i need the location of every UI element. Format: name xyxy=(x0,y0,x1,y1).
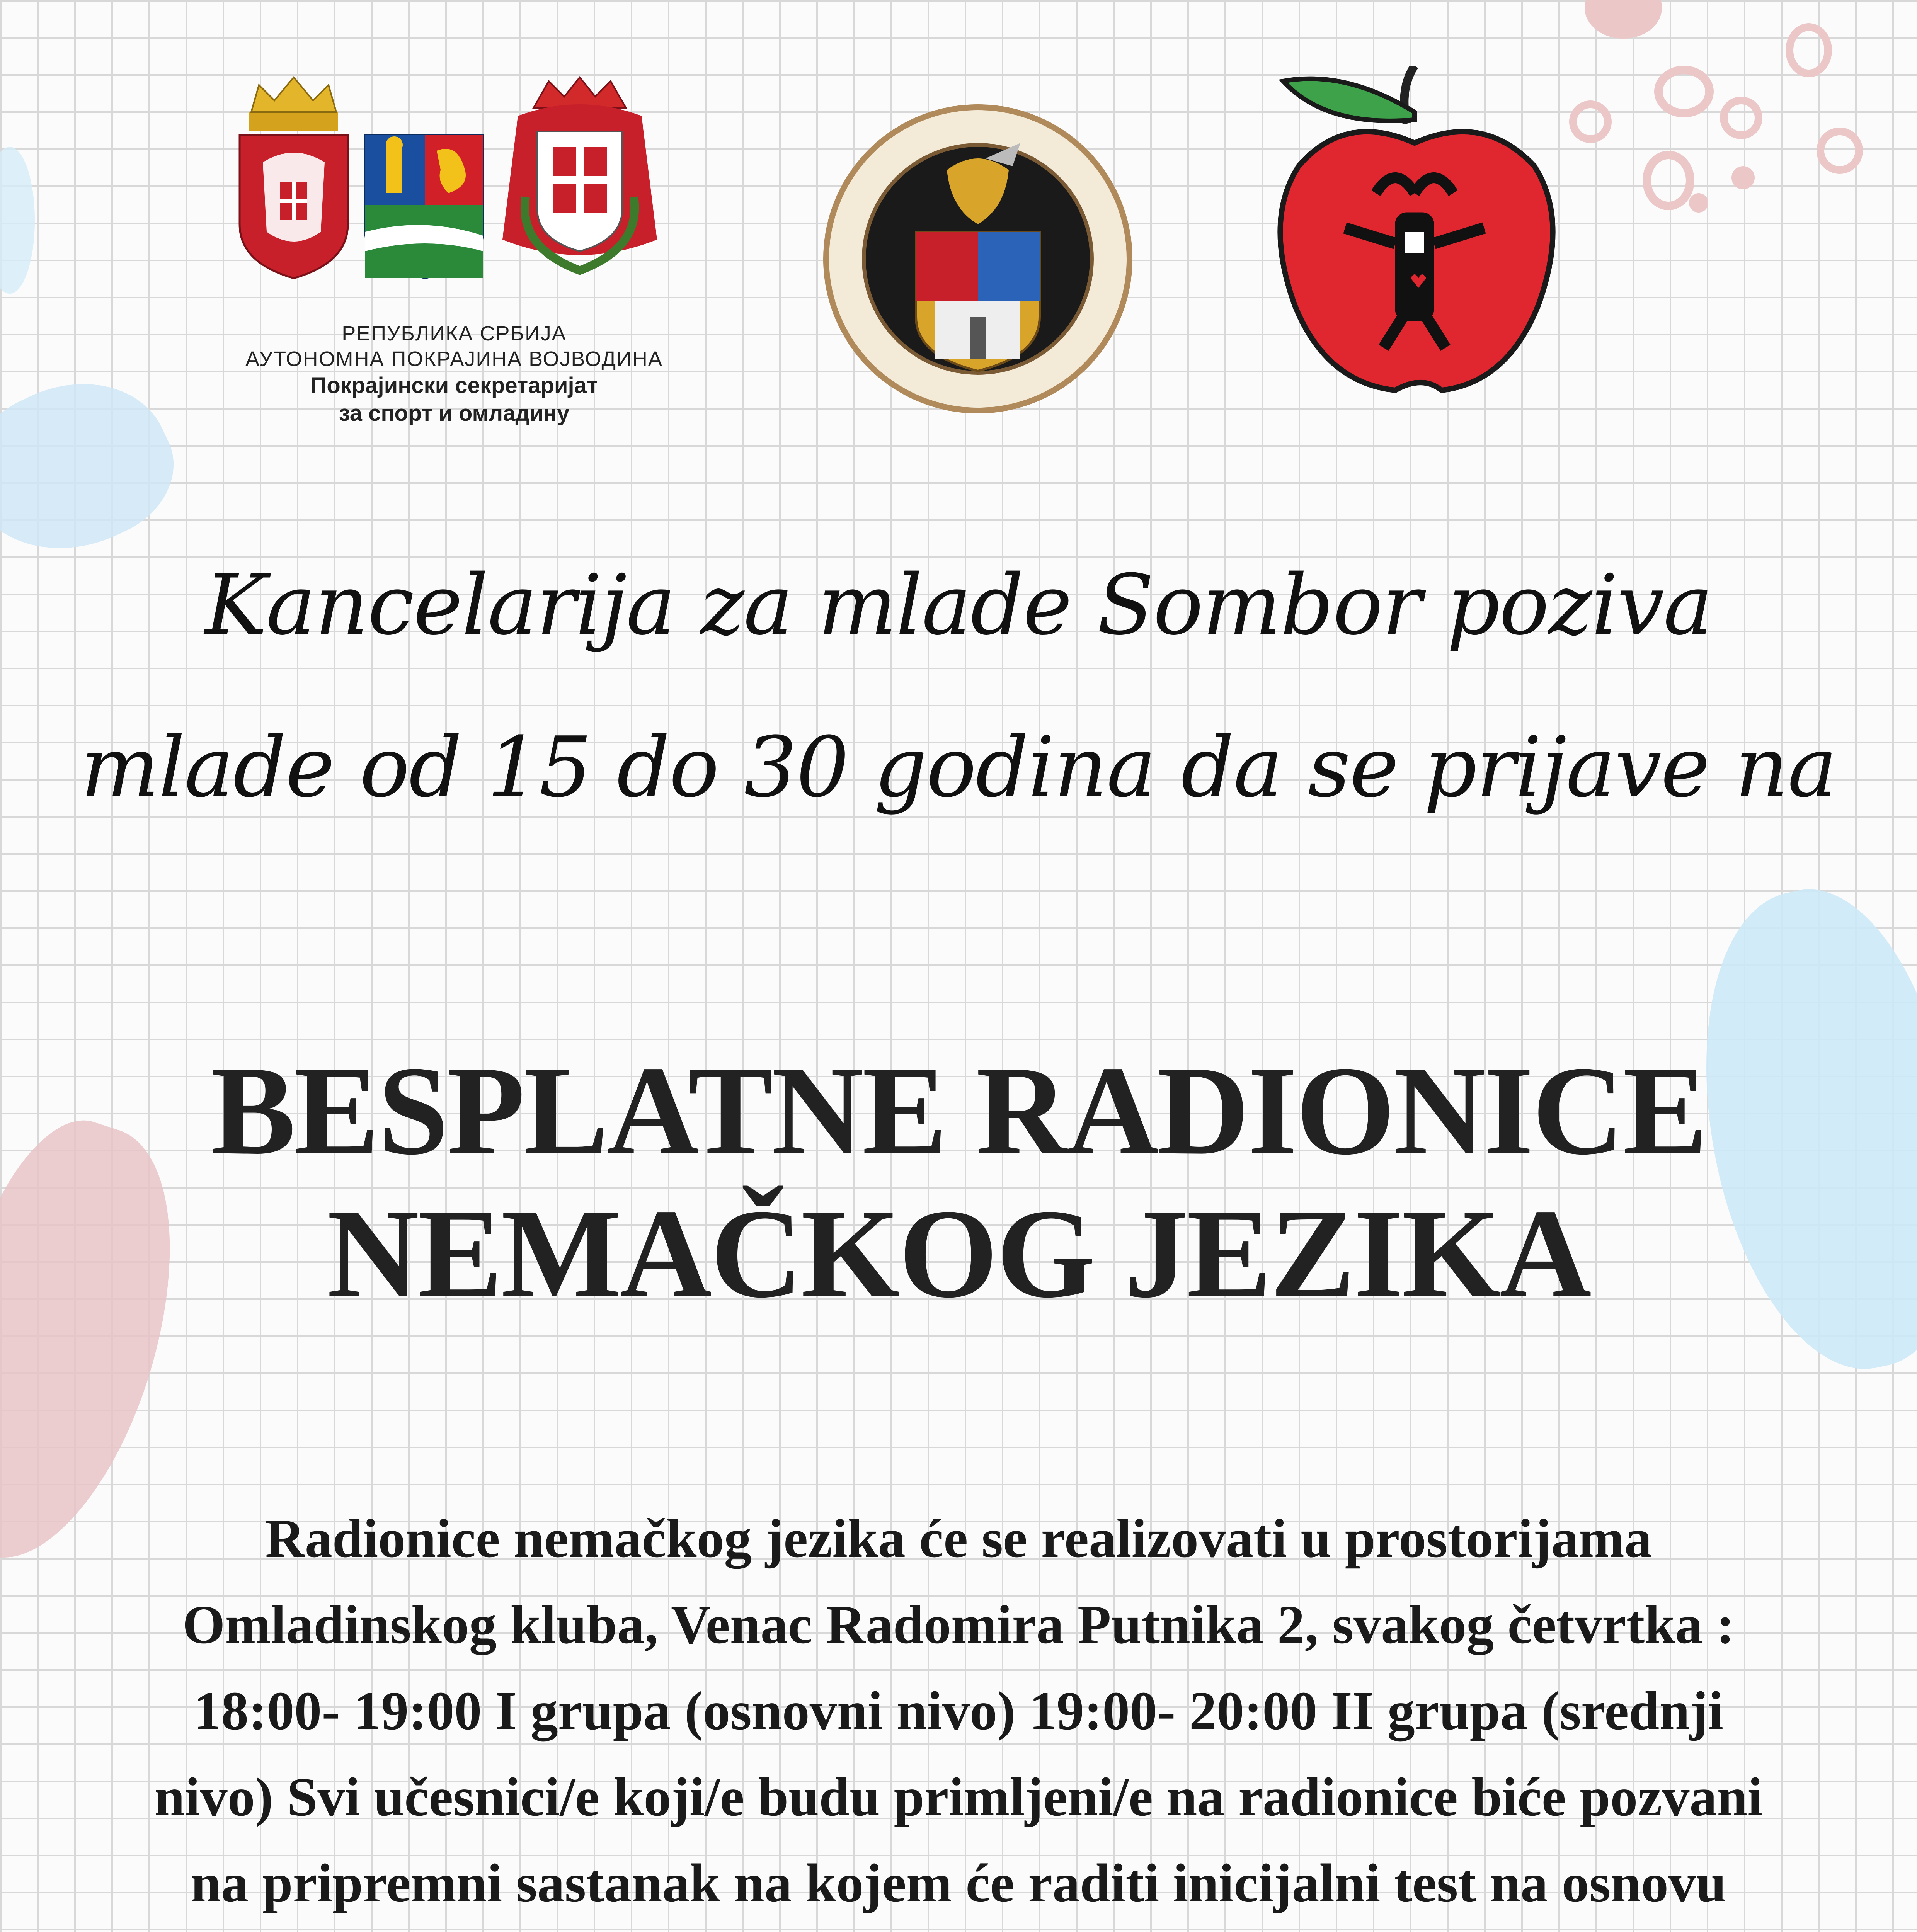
body-line-6 xyxy=(66,1926,1851,1932)
vojvodina-mantle-arms-icon xyxy=(502,77,657,270)
body-line-3: 18:00- 19:00 I grupa (osnovni nivo) 19:00- 20:00 II grupa (srednji xyxy=(194,1680,1723,1741)
body-line-2: Omladinskog kluba, Venac Radomira Putnika 2, svakog četvrtka : xyxy=(182,1594,1735,1655)
decorative-dot xyxy=(1643,151,1694,210)
decorative-dot xyxy=(1689,193,1708,213)
decorative-dot xyxy=(1569,100,1612,143)
serbia-coat-of-arms-icon xyxy=(240,77,348,278)
workshop-details xyxy=(66,1495,1851,1932)
decorative-dot xyxy=(1817,128,1863,174)
caption-sport-youth: за спорт и омладину xyxy=(339,401,570,426)
decorative-dot xyxy=(1654,66,1714,117)
decorative-dot xyxy=(1786,23,1832,77)
caption-secretariat: Покрајински секретаријат xyxy=(310,373,598,398)
body-line-1: Radionice nemačkog jezika će se realizovati u prostorijama xyxy=(265,1508,1652,1569)
body-line-5: na pripremni sastanak na kojem će raditi inicijalni test na osnovu xyxy=(191,1852,1726,1913)
apple-mascot-icon xyxy=(1268,66,1561,398)
intro-line-1: Kancelarija za mlade Sombor poziva xyxy=(205,556,1712,653)
intro-line-2: mlade od 15 do 30 godina da se prijave na xyxy=(80,719,1837,816)
decorative-dot xyxy=(1731,166,1755,189)
decorative-dot xyxy=(1720,97,1762,139)
headline-line-1: BESPLATNE RADIONICE xyxy=(211,1040,1706,1181)
sombor-city-seal-icon xyxy=(819,100,1136,417)
state-logo-caption xyxy=(216,321,692,427)
vojvodina-coat-of-arms-icon xyxy=(365,135,483,278)
caption-province: АУТОНОМНА ПОКРАЈИНА ВОЈВОДИНА xyxy=(245,347,663,371)
headline-line-2: NEMAČKOG JEZIKA xyxy=(327,1183,1590,1324)
body-line-4: nivo) Svi učesnici/e koji/e budu primljeni/e na radionice biće pozvani xyxy=(154,1766,1763,1827)
caption-republic: РЕПУБЛИКА СРБИЈА xyxy=(342,322,567,345)
